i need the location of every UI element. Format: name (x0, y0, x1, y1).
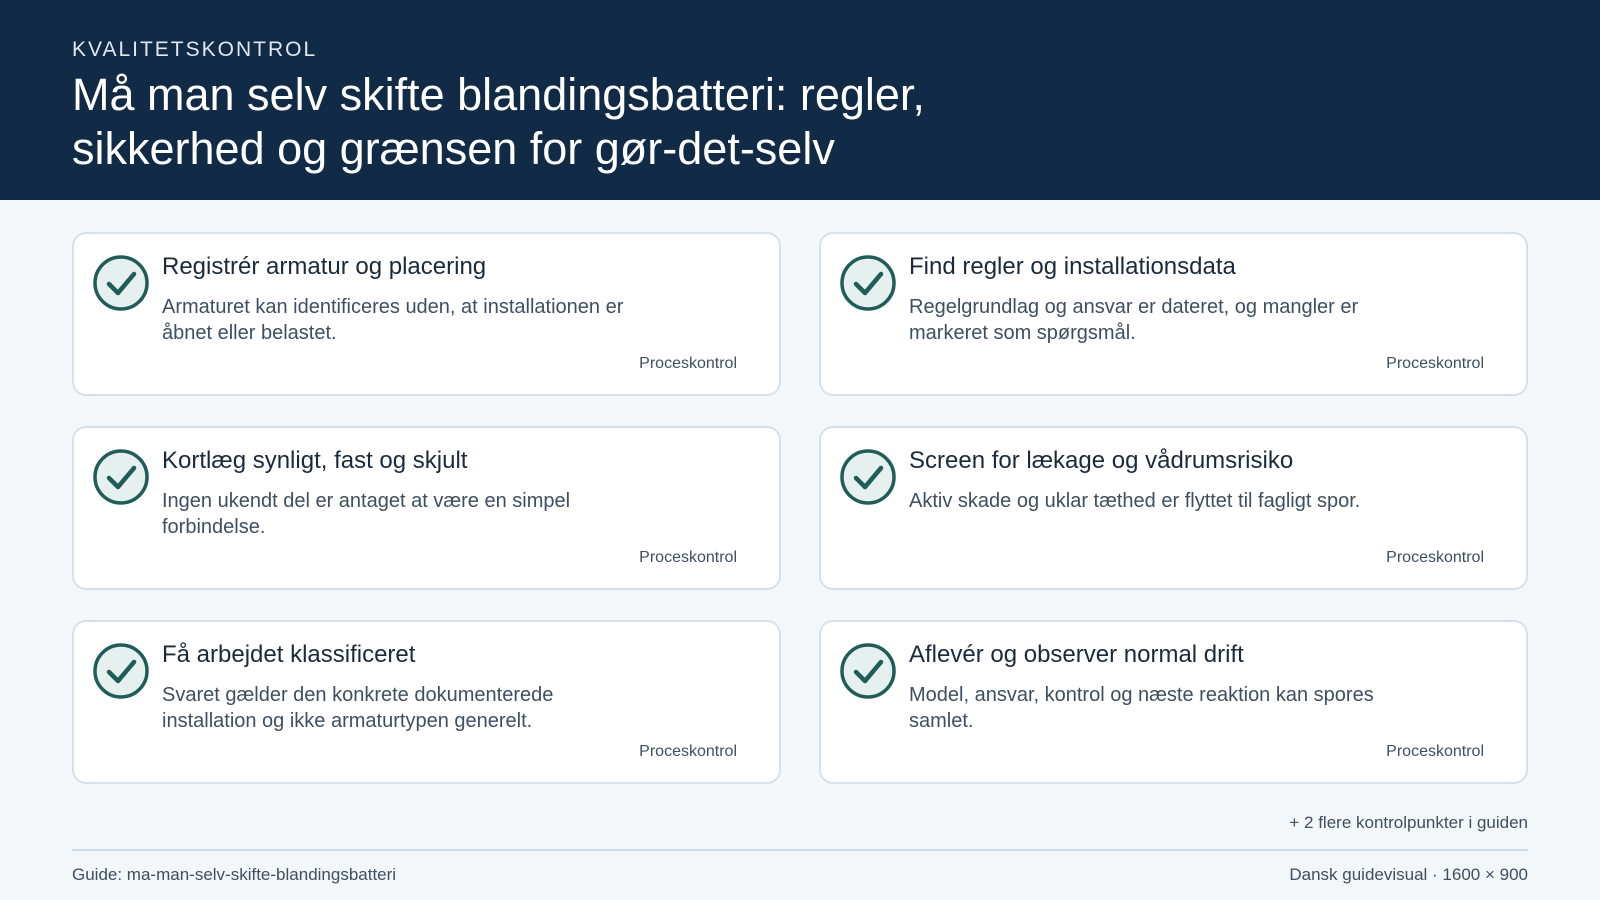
more-checkpoints-note: + 2 flere kontrolpunkter i guiden (1289, 813, 1528, 832)
check-circle-icon (92, 448, 150, 506)
checklist-card (819, 232, 1528, 396)
check-circle-icon (839, 448, 897, 506)
check-circle-icon (839, 254, 897, 312)
check-circle-icon (92, 642, 150, 700)
footer-meta: Dansk guidevisual · 1600 × 900 (1289, 865, 1528, 884)
card-title: Registrér armatur og placering (162, 253, 487, 280)
page-header (0, 0, 1600, 200)
card-tag: Proceskontrol (639, 355, 737, 372)
card-description: Svaret gælder den konkrete dokumenterede installation og ikke armaturtypen generelt. (162, 684, 554, 732)
card-title: Screen for lækage og vådrumsrisiko (909, 447, 1294, 474)
check-circle-icon (92, 254, 150, 312)
page-title: Må man selv skifte blandingsbatteri: regler, sikkerhed og grænsen for gør-det-selv (72, 69, 925, 174)
card-description: Ingen ukendt del er antaget at være en simpel forbindelse. (162, 490, 571, 538)
checklist-card (819, 620, 1528, 784)
card-description: Regelgrundlag og ansvar er dateret, og mangler er markeret som spørgsmål. (909, 296, 1359, 344)
card-tag: Proceskontrol (639, 549, 737, 566)
card-title: Kortlæg synligt, fast og skjult (162, 447, 468, 474)
card-tag: Proceskontrol (1386, 743, 1484, 760)
card-tag: Proceskontrol (639, 743, 737, 760)
card-description: Model, ansvar, kontrol og næste reaktion kan spores samlet. (909, 684, 1374, 732)
checklist-card (72, 426, 781, 590)
checklist-card (72, 232, 781, 396)
card-tag: Proceskontrol (1386, 355, 1484, 372)
checklist-card (819, 426, 1528, 590)
footer-guide-slug: Guide: ma-man-selv-skifte-blandingsbatteri (72, 865, 397, 884)
footer-divider (72, 849, 1528, 851)
card-description: Armaturet kan identificeres uden, at installationen er åbnet eller belastet. (162, 296, 624, 344)
card-title: Aflevér og observer normal drift (909, 641, 1244, 668)
card-tag: Proceskontrol (1386, 549, 1484, 566)
card-title: Find regler og installationsdata (909, 253, 1236, 280)
check-circle-icon (839, 642, 897, 700)
card-title: Få arbejdet klassificeret (162, 641, 416, 668)
checklist-grid (72, 232, 1528, 784)
checklist-card (72, 620, 781, 784)
header-eyebrow: KVALITETSKONTROL (72, 38, 318, 61)
card-description: Aktiv skade og uklar tæthed er flyttet til fagligt spor. (909, 490, 1361, 512)
